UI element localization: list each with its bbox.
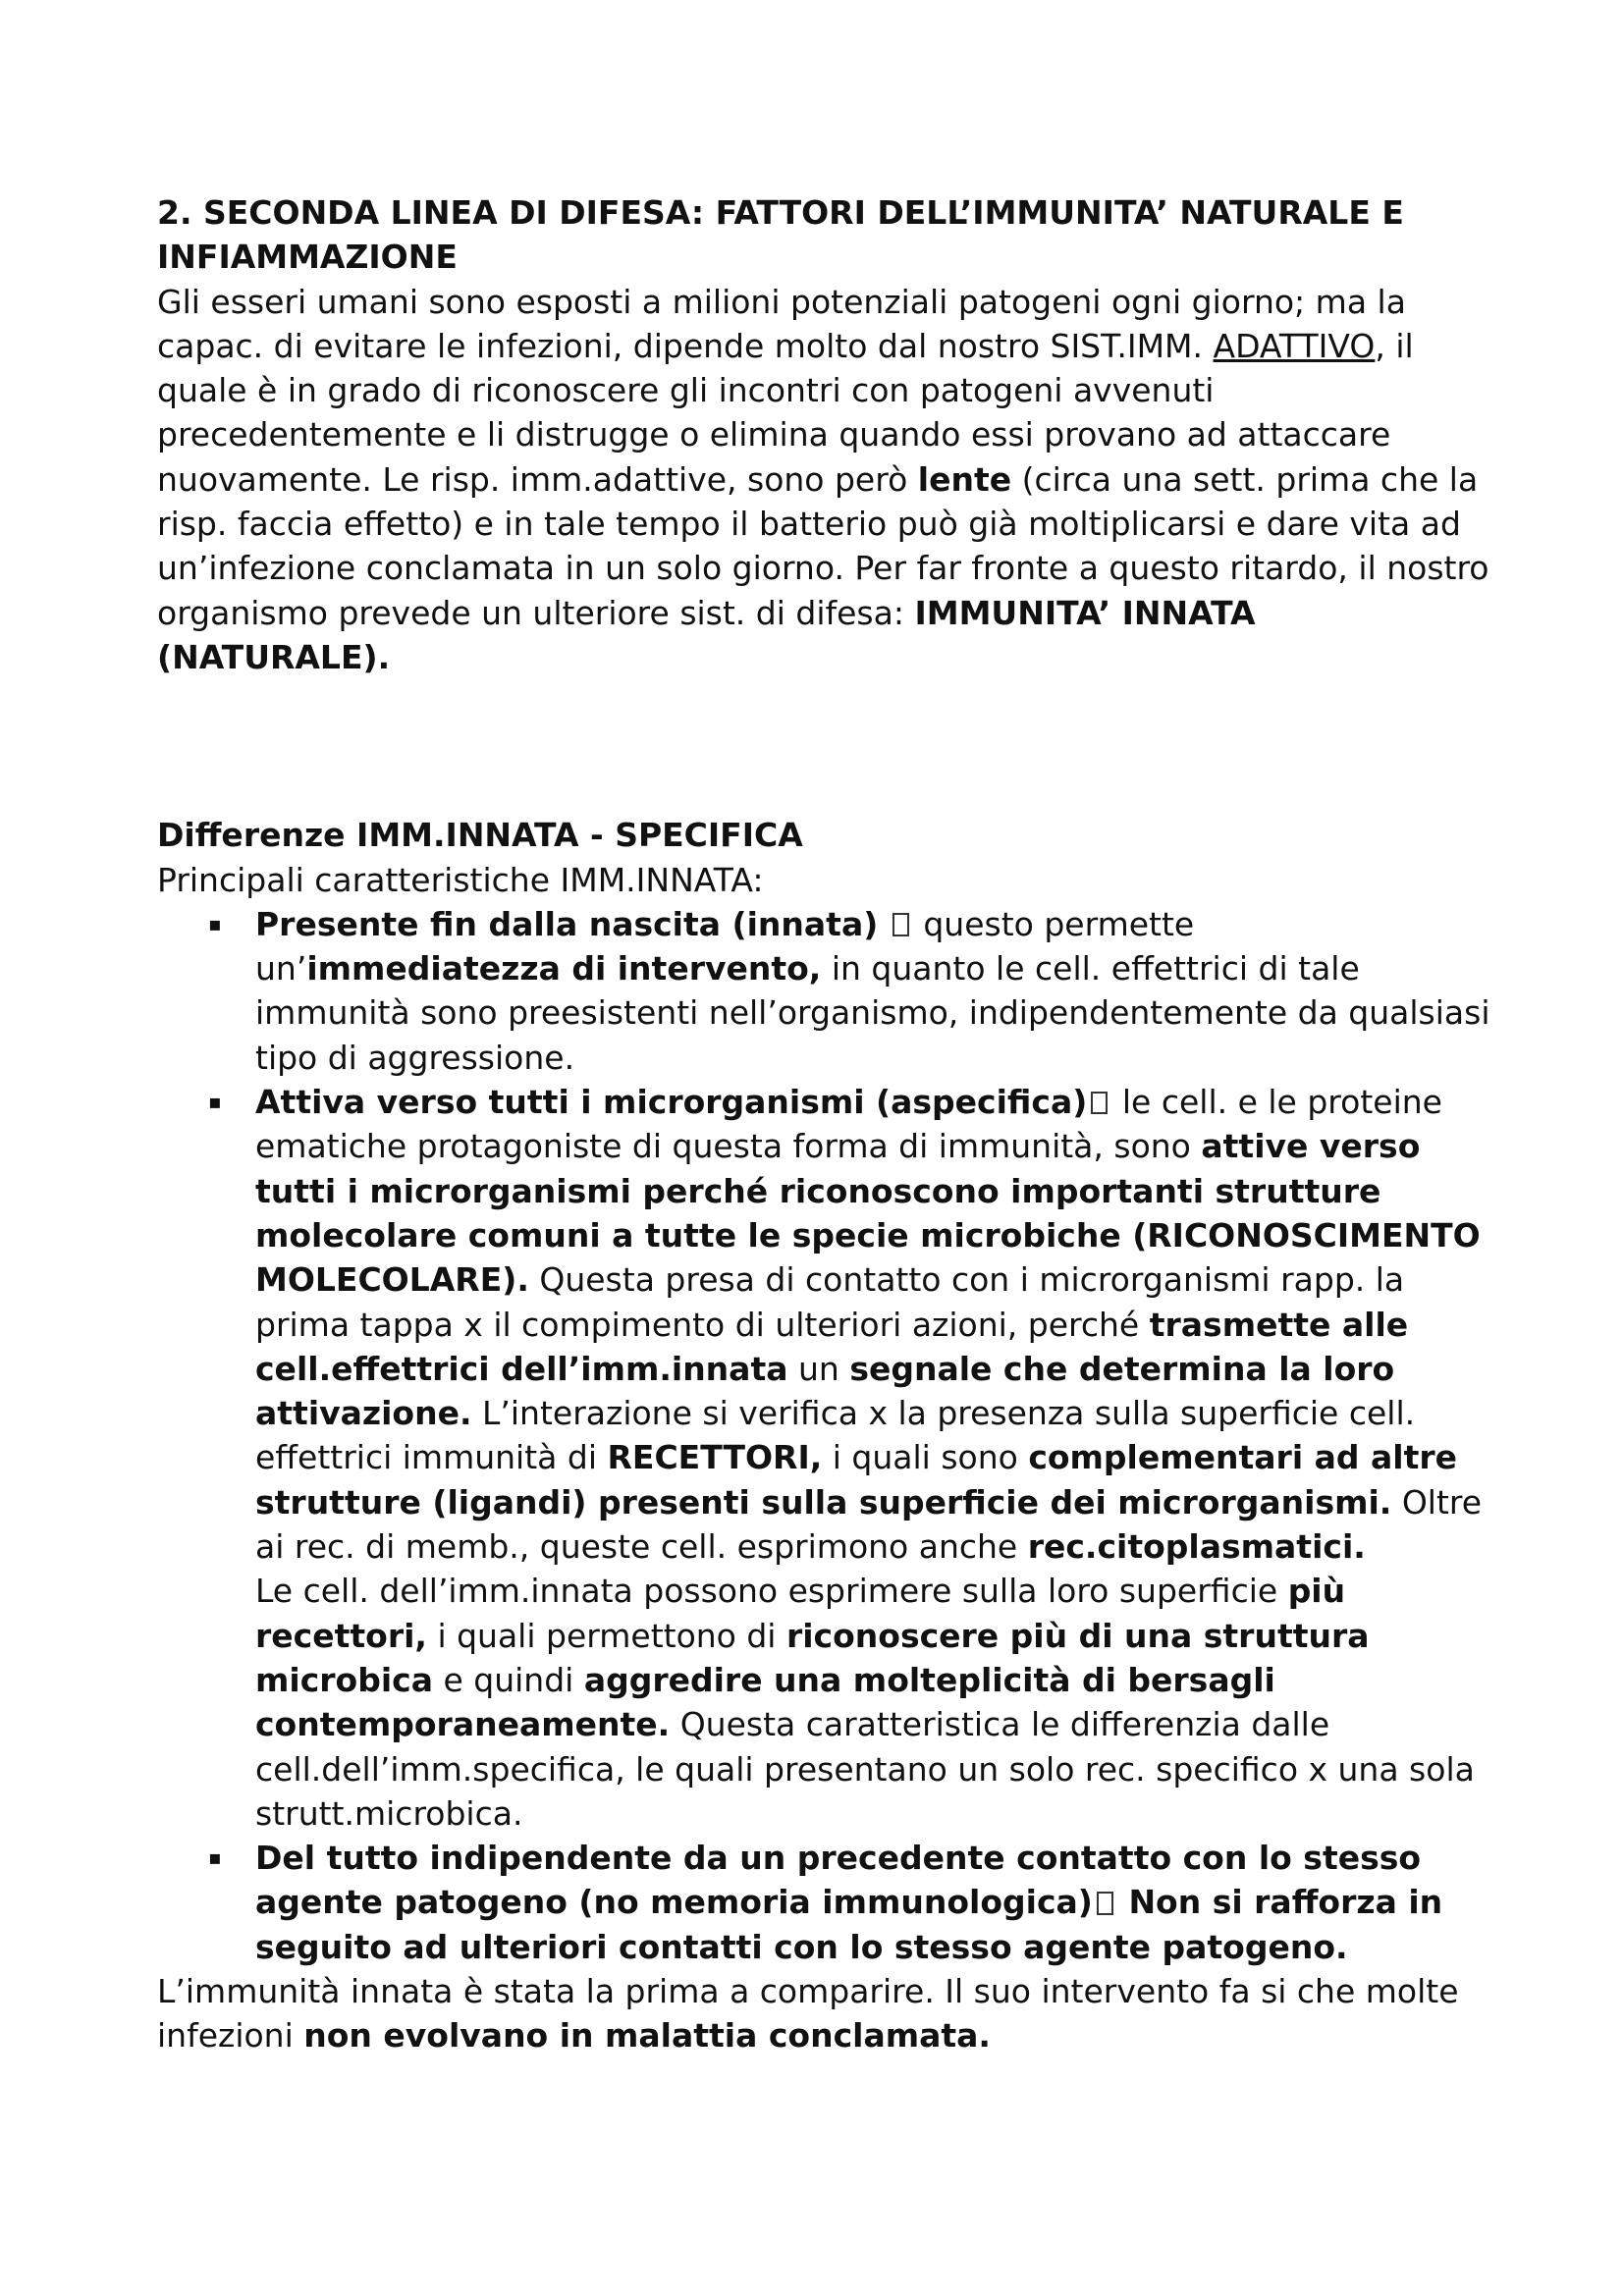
bullet-2-p2-bold-2: riconoscere più di una struttura microbica [255, 1616, 1370, 1699]
bullet-2-text-3: un [787, 1349, 850, 1388]
bullet-2-p2-text-3: e quindi [432, 1660, 584, 1699]
bullet-2-title: Attiva verso tutti i microrganismi (aspecifica) [255, 1083, 1088, 1122]
intro-bold-lente: lente [917, 459, 1012, 499]
intro-bold-immunita-innata: IMMUNITA’ INNATA (NATURALE). [157, 593, 1256, 676]
bullet-2-paragraph-2 [255, 1569, 1492, 1836]
intro-text-1: Gli esseri umani sono esposti a milioni potenziali patogeni ogni giorno; ma la capac. di evitare le infezioni, dipende molto dal nostro SIST.IMM. [157, 282, 1406, 365]
bullet-3-title: Del tutto indipendente da un precedente contatto con lo stesso agente patogeno (no memoria immunologica) [255, 1839, 1422, 1922]
bullet-2-bold-6: rec.citoplasmatici. [1027, 1527, 1366, 1567]
bullet-2-p2-bold-3: aggredire una molteplicità di bersagli contemporaneamente. [255, 1660, 1275, 1744]
bullet-2-bold-4: RECETTORI, [607, 1438, 823, 1477]
intro-underlined-term: ADATTIVO [1213, 326, 1376, 365]
bullet-3-bold-1: Non si rafforza in seguito ad ulteriori contatti con lo stesso agente patogeno. [255, 1883, 1443, 1966]
bullet-icon: ▪ [208, 1845, 222, 1870]
list-item [157, 1836, 1492, 1969]
arrow-placeholder-icon [893, 913, 909, 936]
bullet-2-text-2: Questa presa di contatto con i microrganismi rapp. la prima tappa x il compimento di ulteriori azioni, perché [255, 1260, 1405, 1344]
arrow-placeholder-icon [1097, 1892, 1113, 1915]
bullet-2-p2-text-2: i quali permettono di [426, 1616, 786, 1655]
bullet-2-bold-3: segnale che determina la loro attivazione. [255, 1349, 1395, 1433]
bullet-icon: ▪ [208, 1090, 222, 1114]
differences-heading: Differenze IMM.INNATA - SPECIFICA [157, 816, 803, 855]
list-item [157, 1080, 1492, 1836]
intro-text-3: (circa una sett. prima che la risp. faccia effetto) e in tale tempo il batterio può già moltiplicarsi e dare vita ad un’infezione conclamata in un solo giorno. Per far fronte a questo ritardo, il nostro organismo prevede un ulteriore sist. di difesa: [157, 459, 1489, 632]
bullet-2-bold-5: complementari ad altre strutture (ligandi) presenti sulla superficie dei microrganismi. [255, 1438, 1458, 1522]
bullet-2-p2-text-4: Questa caratteristica le differenzia dalle cell.dell’imm.specifica, le quali presentano un solo rec. specifico x una sola strutt.microbica. [255, 1705, 1475, 1833]
document-page [157, 190, 1492, 2058]
bullet-2-paragraph-1 [255, 1080, 1492, 1569]
intro-paragraph [157, 280, 1492, 680]
bullet-2-text-5: i quali sono [822, 1438, 1029, 1477]
bullet-icon: ▪ [208, 911, 222, 935]
bullet-2-p2-text-1: Le cell. dell’imm.innata possono esprimere sulla loro superficie [255, 1572, 1288, 1611]
closing-bold: non evolvano in malattia conclamata. [303, 2016, 991, 2056]
bullet-2-text-6: Oltre ai rec. di memb., queste cell. esprimono anche [255, 1482, 1483, 1567]
bullet-2-bold-1: attive verso tutti i microrganismi perché riconoscono importanti strutture molecolare comuni a tutte le specie microbiche (RICONOSCIMENTO MOLECOLARE). [255, 1127, 1481, 1300]
bullet-1-bold-1: immediatezza di intervento, [306, 949, 822, 988]
closing-paragraph [157, 1969, 1492, 2058]
bullet-2-text-4: L’interazione si verifica x la presenza sulla superficie cell. effettrici immunità di [255, 1394, 1416, 1477]
bullet-2-text-1: le cell. e le proteine ematiche protagoniste di questa forma di immunità, sono [255, 1083, 1442, 1166]
arrow-placeholder-icon [1091, 1092, 1108, 1115]
differences-subtitle: Principali caratteristiche IMM.INNATA: [157, 860, 764, 899]
section-heading: 2. SECONDA LINEA DI DIFESA: FATTORI DELL’IMMUNITA’ NATURALE E INFIAMMAZIONE [157, 193, 1404, 277]
closing-text: L’immunità innata è stata la prima a comparire. Il suo intervento fa si che molte infezioni [157, 1971, 1459, 2056]
characteristics-list [157, 902, 1492, 1969]
list-item [157, 902, 1492, 1080]
bullet-1-text-2: in quanto le cell. effettrici di tale immunità sono preesistenti nell’organismo, indipendentemente da qualsiasi tipo di aggressione. [255, 949, 1490, 1077]
bullet-1-text-1: questo permette un’ [255, 904, 1195, 988]
bullet-2-p2-bold-1: più recettori, [255, 1572, 1346, 1655]
bullet-2-bold-2: trasmette alle cell.effettrici dell’imm.innata [255, 1305, 1409, 1388]
bullet-1-title: Presente fin dalla nascita (innata) [255, 904, 879, 943]
section-spacer [157, 679, 1492, 813]
intro-text-2: , il quale è in grado di riconoscere gli incontri con patogeni avvenuti precedentemente e li distrugge o elimina quando essi provano ad attaccare nuovamente. Le risp. imm.adattive, sono però [157, 326, 1414, 499]
